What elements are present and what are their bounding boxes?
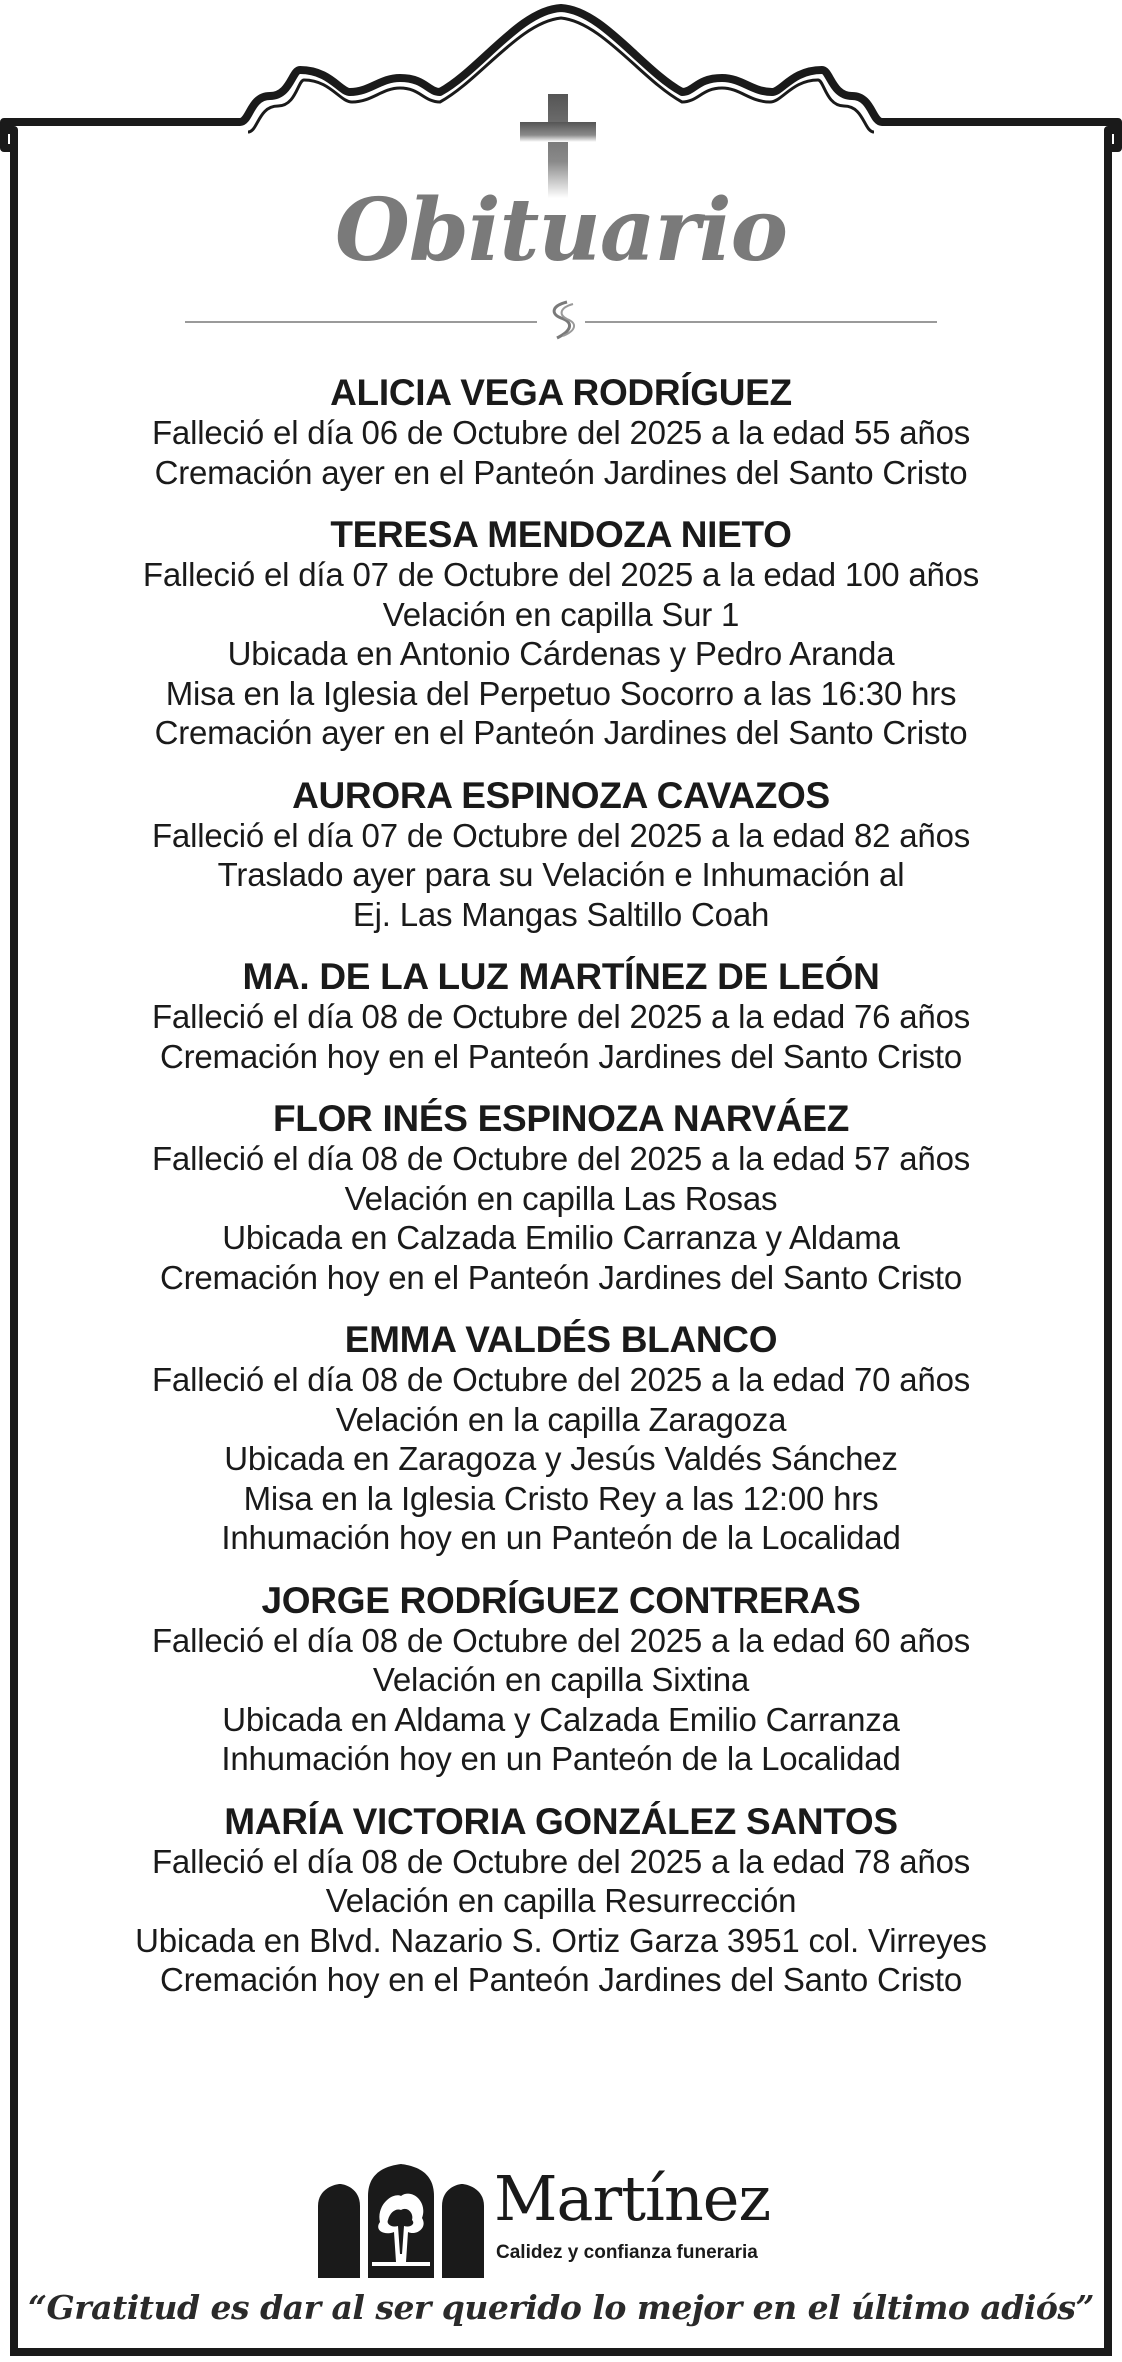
entry-line: Ubicada en Calzada Emilio Carranza y Aldama (222, 1219, 900, 1256)
obituary-entry (40, 372, 1082, 492)
deceased-name: TERESA MENDOZA NIETO (330, 514, 792, 555)
entry-line: Traslado ayer para su Velación e Inhumación al (217, 856, 905, 893)
entry-line: Cremación ayer en el Panteón Jardines del Santo Cristo (154, 453, 968, 491)
entry-line: Falleció el día 07 de Octubre del 2025 a la edad 100 años (142, 556, 980, 593)
entry-line: Velación en capilla Resurrección (325, 1882, 797, 1919)
entry-line: Ubicada en Zaragoza y Jesús Valdés Sánchez (224, 1440, 898, 1477)
entry-line: Cremación hoy en el Panteón Jardines del Santo Cristo (159, 1961, 963, 1998)
entry-line: Ubicada en Aldama y Calzada Emilio Carranza (222, 1700, 900, 1738)
entry-line: Falleció el día 08 de Octubre del 2025 a la edad 60 años (151, 1621, 971, 1659)
deceased-name: MARÍA VICTORIA GONZÁLEZ SANTOS (224, 1800, 898, 1842)
entry-line: Falleció el día 08 de Octubre del 2025 a la edad 76 años (151, 998, 971, 1035)
obituary-entry (40, 1580, 1082, 1779)
deceased-name: FLOR INÉS ESPINOZA NARVÁEZ (272, 1098, 850, 1139)
obituary-entry (40, 956, 1082, 1076)
entry-line: Falleció el día 08 de Octubre del 2025 a la edad 78 años (151, 1842, 971, 1880)
entry-line: Falleció el día 07 de Octubre del 2025 a la edad 82 años (151, 816, 971, 854)
entry-line: Inhumación hoy en un Panteón de la Localidad (221, 1740, 901, 1777)
entry-line: Cremación hoy en el Panteón Jardines del Santo Cristo (159, 1037, 963, 1075)
deceased-name: EMMA VALDÉS BLANCO (344, 1319, 778, 1360)
title-divider (185, 300, 937, 340)
entry-line: Velación en capilla Sixtina (372, 1661, 750, 1698)
obituary-entry (40, 1801, 1082, 2000)
obituary-entry (40, 775, 1082, 935)
deceased-name: JORGE RODRÍGUEZ CONTRERAS (261, 1579, 861, 1621)
obituary-entry (40, 1098, 1082, 1297)
deceased-name: AURORA ESPINOZA CAVAZOS (292, 774, 830, 816)
entry-line: Velación en capilla Sur 1 (382, 595, 740, 633)
entry-line: Falleció el día 06 de Octubre del 2025 a la edad 55 años (151, 414, 971, 451)
page-title: Obituario (334, 180, 788, 281)
entry-line: Falleció el día 08 de Octubre del 2025 a la edad 70 años (151, 1361, 971, 1398)
entry-line: Inhumación hoy en un Panteón de la Localidad (221, 1519, 901, 1556)
entry-line: Cremación hoy en el Panteón Jardines del Santo Cristo (159, 1258, 963, 1296)
footer-quote: “Gratitud es dar al ser querido lo mejor en el último adiós” (28, 2288, 1094, 2327)
funeral-home-logo (316, 2162, 806, 2282)
brand-name: Martínez (494, 2162, 771, 2235)
deceased-name: ALICIA VEGA RODRÍGUEZ (330, 372, 792, 413)
brand-tagline: Calidez y confianza funeraria (496, 2242, 758, 2263)
entry-line: Velación en capilla Las Rosas (344, 1179, 778, 1217)
chapel-arches-icon (316, 2162, 486, 2278)
obituary-list (40, 372, 1082, 2022)
obituary-entry (40, 1319, 1082, 1558)
entry-line: Misa en la Iglesia del Perpetuo Socorro a las 16:30 hrs (165, 674, 957, 712)
deceased-name: MA. DE LA LUZ MARTÍNEZ DE LEÓN (242, 956, 880, 997)
obituary-entry (40, 514, 1082, 753)
entry-line: Cremación ayer en el Panteón Jardines del Santo Cristo (154, 714, 968, 751)
entry-line: Ej. Las Mangas Saltillo Coah (352, 895, 770, 933)
entry-line: Ubicada en Blvd. Nazario S. Ortiz Garza 3951 col. Virreyes (135, 1921, 987, 1959)
entry-line: Misa en la Iglesia Cristo Rey a las 12:00 hrs (243, 1479, 879, 1517)
entry-line: Velación en la capilla Zaragoza (335, 1400, 787, 1438)
entry-line: Ubicada en Antonio Cárdenas y Pedro Aranda (227, 635, 895, 672)
entry-line: Falleció el día 08 de Octubre del 2025 a la edad 57 años (151, 1140, 971, 1177)
